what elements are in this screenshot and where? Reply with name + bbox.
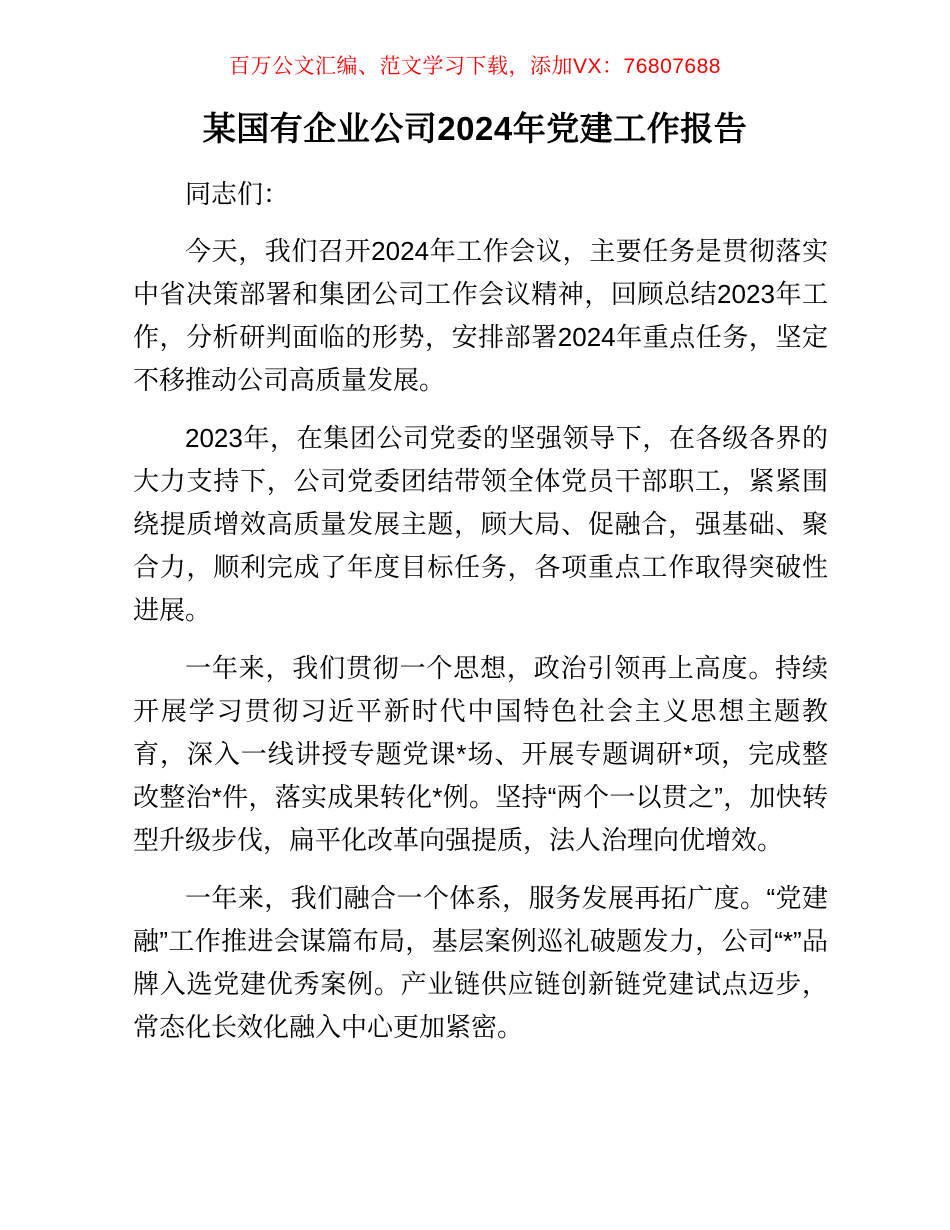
- salutation: 同志们：: [185, 179, 290, 210]
- document-title: 某国有企业公司2024年党建工作报告: [202, 110, 748, 147]
- document-body: [133, 173, 828, 1049]
- watermark-notice: 百万公文汇编、范文学习下载，添加VX：76807688: [229, 55, 721, 78]
- paragraph-integration: 一年来，我们融合一个体系，服务发展再拓广度。“党建融”工作推进会谋篇布局，基层案例巡礼破题发力，公司“*”品牌入选党建优秀案例。产业链供应链创新链党建试点迈步，常态化长效化融入中心更加紧密。: [133, 883, 828, 1043]
- paragraph-2023-review: 2023年，在集团公司党委的坚强领导下，在各级各界的大力支持下，公司党委团结带领全体党员干部职工，紧紧围绕提质增效高质量发展主题，顾大局、促融合，强基础、聚合力，顺利完成了年度目标任务，各项重点工作取得突破性进展。: [133, 423, 828, 626]
- paragraph-ideology: 一年来，我们贯彻一个思想，政治引领再上高度。持续开展学习贯彻习近平新时代中国特色社会主义思想主题教育，深入一线讲授专题党课*场、开展专题调研*项，完成整改整治*件，落实成果转化*例。坚持“两个一以贯之”，加快转型升级步伐，扁平化改革向强提质，法人治理向优增效。: [133, 653, 828, 856]
- paragraph-opening: 今天，我们召开2024年工作会议，主要任务是贯彻落实中省决策部署和集团公司工作会议精神，回顾总结2023年工作，分析研判面临的形势，安排部署2024年重点任务，坚定不移推动公司高质量发展。: [133, 236, 828, 396]
